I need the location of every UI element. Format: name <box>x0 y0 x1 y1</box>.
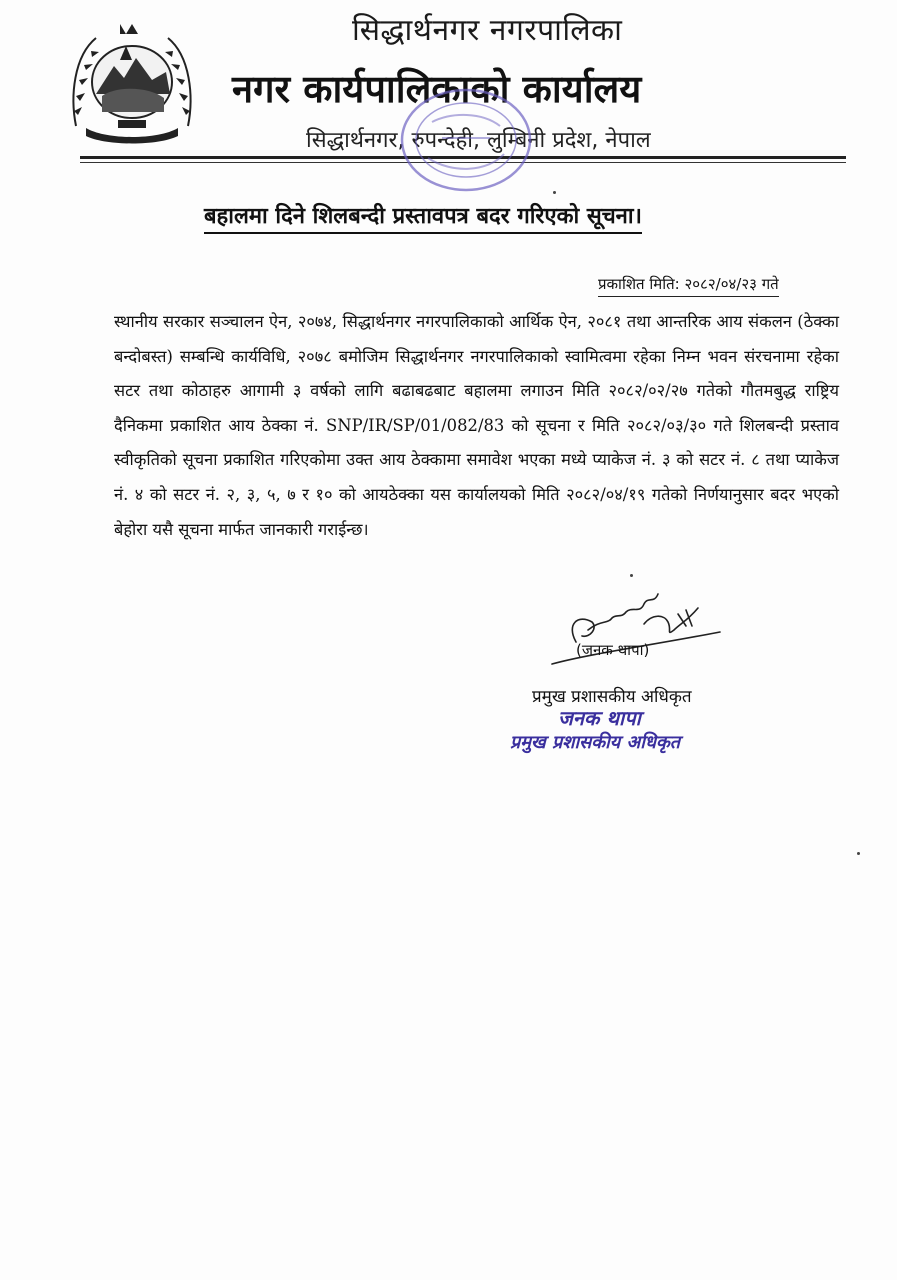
published-date: प्रकाशित मिति: २०८२/०४/२३ गते <box>598 274 779 297</box>
office-seal-icon <box>392 82 540 200</box>
ink-dot <box>857 852 860 855</box>
office-address: सिद्धार्थनगर, रुपन्देही, लुम्बिनी प्रदेश, नेपाल <box>306 128 651 153</box>
signatory-title: प्रमुख प्रशासकीय अधिकृत <box>532 687 692 707</box>
name-stamp: जनक थापा <box>558 706 641 730</box>
office-title: नगर कार्यपालिकाको कार्यालय <box>232 67 642 111</box>
title-stamp: प्रमुख प्रशासकीय अधिकृत <box>510 732 681 753</box>
ink-dot <box>553 191 556 194</box>
notice-subject: बहालमा दिने शिलबन्दी प्रस्तावपत्र बदर गरिएको सूचना। <box>204 200 642 234</box>
notice-body: स्थानीय सरकार सञ्चालन ऐन, २०७४, सिद्धार्थनगर नगरपालिकाको आर्थिक ऐन, २०८१ तथा आन्तरिक आय संकलन (ठेक्का बन्दोबस्त) सम्बन्धि कार्यविधि, २०७८ बमोजिम सिद्धार्थनगर नगरपालिकाको स्वामित्वमा रहेका निम्न भवन संरचनामा रहेका सटर तथा कोठाहरु आगामी ३ वर्षको लागि बढाबढबाट बहालमा लगाउन मिति २०८२/०२/२७ गतेको गौतमबुद्ध राष्ट्रिय दैनिकमा प्रकाशित आय ठेक्का नं. SNP/IR/SP/01/082/83 को सूचना र मिति २०८२/०३/३० गते शिलबन्दी प्रस्ताव स्वीकृतिको सूचना प्रकाशित गरिएकोमा उक्त आय ठेक्कामा समावेश भएका मध्ये प्याकेज नं. ३ को सटर नं. ८ तथा प्याकेज नं. ४ को सटर नं. २, ३, ५, ७ र १० को आयठेक्का यस कार्यालयको मिति २०८२/०४/१९ गतेको निर्णयानुसार बदर भएको बेहोरा यसै सूचना मार्फत जानकारी गराईन्छ। <box>114 312 839 539</box>
signatory-name: (जनक थापा) <box>576 641 650 659</box>
ink-dot <box>630 574 633 577</box>
signature-icon <box>548 584 728 676</box>
municipality-name: सिद्धार्थनगर नगरपालिका <box>352 13 623 48</box>
nepal-emblem-icon <box>66 16 198 148</box>
